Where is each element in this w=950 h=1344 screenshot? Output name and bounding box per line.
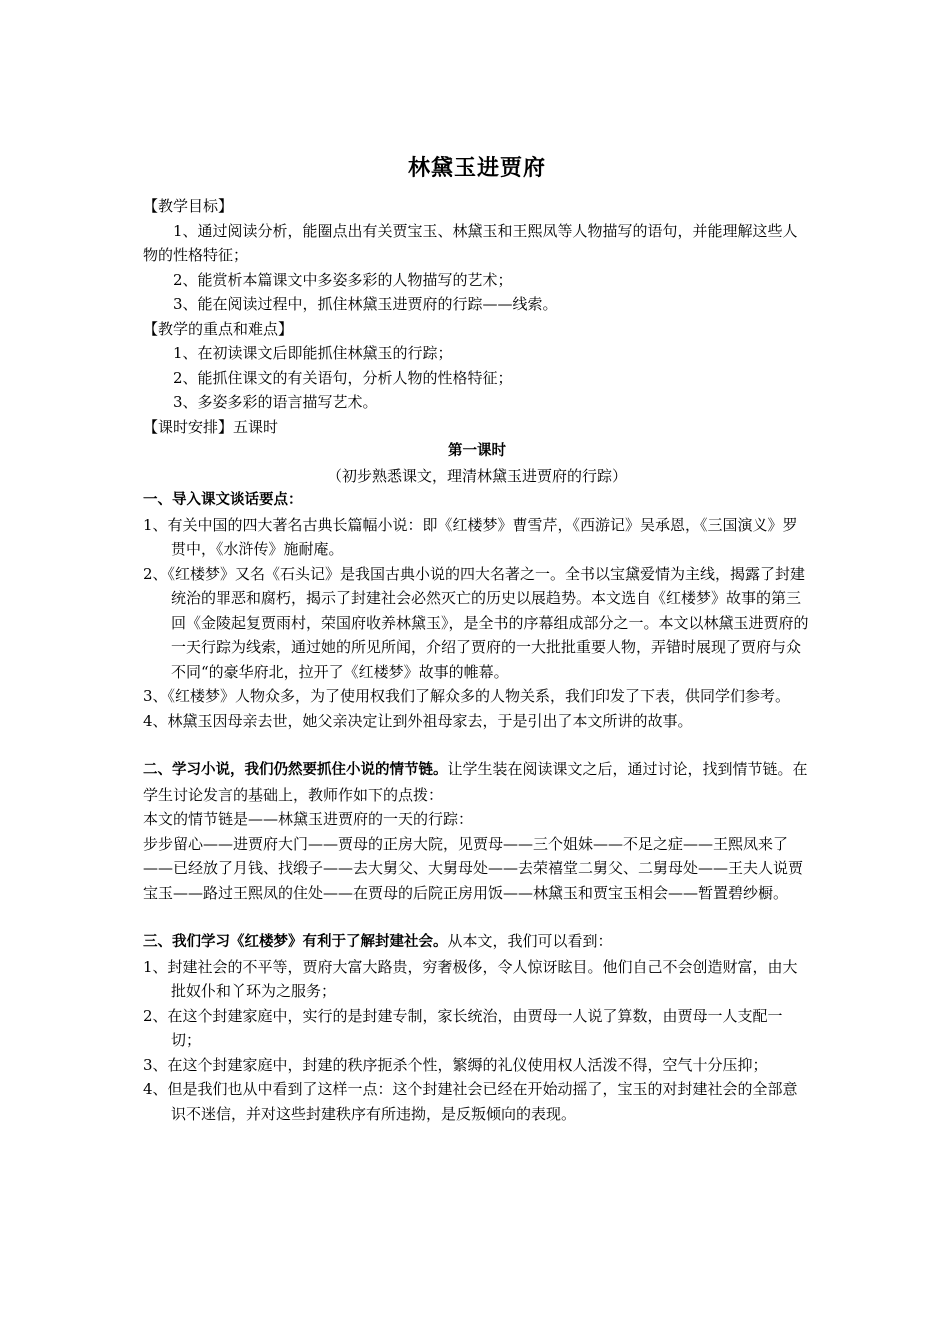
lesson-heading: 第一课时: [448, 443, 506, 459]
section1-item: 3、《红楼梦》人物众多，为了使用权我们了解众多的人物关系，我们印发了下表，供同学们参考。: [143, 687, 791, 705]
section1-heading: 一、导入课文谈话要点：: [143, 492, 303, 508]
section1-item: 4、林黛玉因母亲去世，她父亲决定让到外祖母家去，于是引出了本文所讲的故事。: [143, 711, 693, 730]
section3-paragraph: [143, 929, 811, 955]
key-point-item: 3、多姿多彩的语言描写艺术。: [173, 393, 378, 411]
section3-item: 2、在这个封建家庭中，实行的是封建专制，家长统治，由贾母一人说了算数，由贾母一人支配一切；: [143, 1006, 783, 1049]
key-point-item: 2、能抓住课文的有关语句，分析人物的性格特征；: [173, 368, 513, 387]
section3-intro: 从本文，我们可以看到：: [447, 932, 613, 950]
section2-line: 本文的情节链是——林黛玉进贾府的一天的行踪：: [143, 810, 474, 828]
section1-item: 2、《红楼梦》又名《石头记》是我国古典小说的四大名著之一。全书以宝黛爱情为主线，揭露了封建统治的罪恶和腐朽，揭示了封建社会必然灭亡的历史以展趋势。本文选自《红楼梦》故事的第三回《金陵起复贾雨村，荣国府收养林黛玉》，是全书的序幕组成部分之一。本文以林黛玉进贾府的一天行踪为线索，通过她的所见所闻，介绍了贾府的一大批批重要人物，弄错时展现了贾府与众不同“的豪华府北，拉开了《红楼梦》故事的帷幕。: [143, 564, 809, 681]
section2-heading: 二、学习小说，我们仍然要抓住小说的情节链。: [143, 762, 448, 778]
goal-item: 2、能赏析本篇课文中多姿多彩的人物描写的艺术；: [173, 270, 513, 289]
goals-heading: 【教学目标】: [143, 197, 234, 215]
key-point-item: 1、在初读课文后即能抓住林黛玉的行踪；: [173, 344, 453, 362]
lesson-subheading: （初步熟悉课文，理清林黛玉进贾府的行踪）: [326, 466, 627, 485]
section2-chain: 步步留心——进贾府大门——贾母的正房大院，见贾母——三个姐妹——不足之症——王熙凤来了——已经放了月钱、找缎子——去大舅父、大舅母处——去荣禧堂二舅父、二舅母处——王夫人说贾宝玉——路过王熙凤的住处——在贾母的后院正房用饭——林黛玉和贾宝玉相会——暂置碧纱橱。: [143, 834, 804, 902]
section3-item: 3、在这个封建家庭中，封建的秩序扼杀个性，繁缛的礼仪使用权人活泼不得，空气十分压抑；: [143, 1055, 768, 1074]
key-points-heading: 【教学的重点和难点】: [143, 319, 294, 338]
goal-item: 3、能在阅读过程中，抓住林黛玉进贾府的行踪——线索。: [173, 295, 558, 313]
document-title: 林黛玉进贾府: [407, 156, 546, 181]
spacer: [143, 905, 811, 929]
goal-item: 1、通过阅读分析，能圈点出有关贾宝玉、林黛玉和王熙凤等人物描写的语句，并能理解这些人物的性格特征；: [143, 221, 798, 264]
spacer: [143, 733, 811, 757]
section3-item: 1、封建社会的不平等，贾府大富大路贵，穷奢极侈，令人惊讶眩目。他们自己不会创造财富，由大批奴仆和丫环为之服务；: [143, 957, 798, 1000]
schedule-line: 【课时安排】五课时: [143, 417, 279, 436]
section3-heading: 三、我们学习《红楼梦》有利于了解封建社会。: [143, 934, 448, 950]
document-page: [143, 152, 811, 1126]
section2-paragraph: [143, 757, 811, 807]
section3-item: 4、但是我们也从中看到了这样一点：这个封建社会已经在开始动摇了，宝玉的对封建社会的全部意识不迷信，并对这些封建秩序有所违拗，是反叛倾向的表现。: [143, 1080, 798, 1123]
section2-intro: 让学生装在阅读课文之后，通过讨论，找到情节链。在学生讨论发言的基础上，教师作如下的点拨：: [143, 760, 808, 804]
section1-item: 1、有关中国的四大著名古典长篇幅小说：即《红楼梦》曹雪芹，《西游记》吴承恩，《三国演义》罗贯中，《水浒传》施耐庵。: [143, 515, 798, 558]
